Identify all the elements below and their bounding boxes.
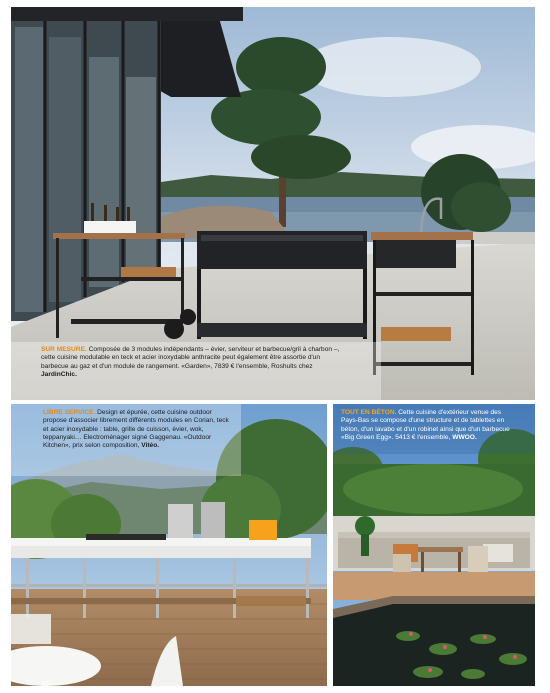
right-caption-text: Cette cuisine d'extérieur venue des Pays-Bas se compose d'une structure et de tablettes en béton, d'un lavabo et d'un robinet ainsi que d'un barbecue «Big Green Egg». 5413 € l'ensemble, <box>341 409 510 441</box>
bottom-right-photo-concrete-kitchen <box>333 404 535 686</box>
top-caption-text: Composée de 3 modules indépendants – évier, serviteur et barbecue/gril à charbon –, cette cuisine modulable en teck et acier inoxydable anthracite peut également être assortie d'un barbecue au gaz et d'un module de rangement. «Garden», 7839 € l'ensemble, Roshults chez <box>41 346 340 370</box>
top-photo-garden-kitchen <box>11 7 535 400</box>
right-caption-brand: WWOO. <box>452 433 477 441</box>
right-caption <box>341 409 517 442</box>
top-caption <box>41 346 341 379</box>
page-number: 80 <box>41 681 49 688</box>
top-caption-brand: JardinChic. <box>41 370 77 378</box>
left-caption <box>43 409 233 450</box>
left-caption-text: Design et épurée, cette cuisine outdoor propose d'associer librement différents modules en Corian, teck et acier inoxydable : table, grille de cuisson, évier, wok, teppanyaki… Electroménager signé Gaggenau. «Outdoor Kitchen», prix selon composition, <box>43 409 229 450</box>
right-caption-lead: TOUT EN BÉTON. <box>341 409 397 416</box>
left-caption-brand: Vitéo. <box>141 442 160 450</box>
left-caption-lead: LIBRE SERVICE. <box>43 409 96 416</box>
top-caption-lead: SUR MESURE. <box>41 346 87 353</box>
